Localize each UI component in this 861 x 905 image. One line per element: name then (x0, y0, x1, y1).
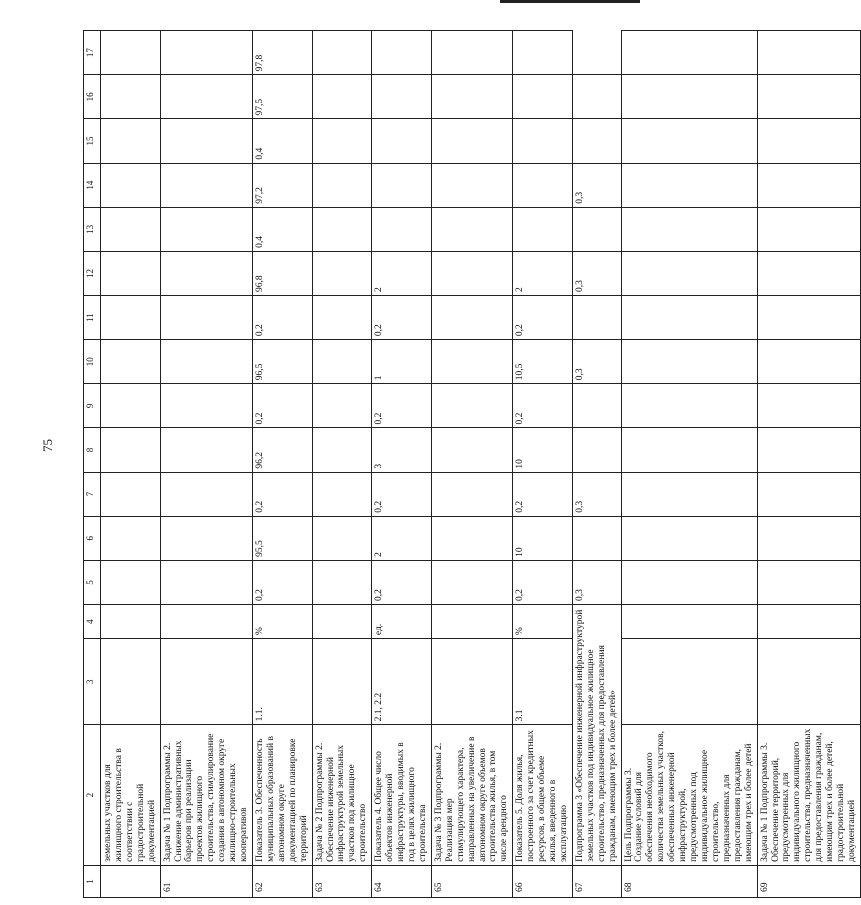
row-number (101, 865, 161, 897)
row-value-col-6 (572, 516, 621, 560)
row-value-col-13 (372, 207, 432, 251)
row-value-col-15 (160, 119, 252, 163)
row-value-col-13 (101, 207, 161, 251)
row-value-col-17: 97,8 (252, 31, 312, 75)
header-col-10: 10 (84, 340, 101, 384)
row-unit: % (513, 605, 573, 639)
row-value-col-5 (160, 560, 252, 604)
row-value-col-6: 95,5 (252, 516, 312, 560)
row-value-col-10: 96,5 (252, 340, 312, 384)
row-value-col-11 (312, 296, 372, 340)
row-code: 1.1. (252, 639, 312, 725)
row-number: 64 (372, 865, 432, 897)
row-code (312, 639, 372, 725)
row-value-col-13 (312, 207, 372, 251)
row-value-col-17 (101, 31, 161, 75)
row-value-col-16 (372, 75, 432, 119)
row-value-col-13 (431, 207, 512, 251)
row-value-col-5: 0,3 (572, 560, 621, 604)
row-value-col-5 (101, 560, 161, 604)
header-col-14: 14 (84, 163, 101, 207)
row-value-col-5 (431, 560, 512, 604)
row-value-col-11 (757, 296, 860, 340)
header-col-11: 11 (84, 296, 101, 340)
row-number: 62 (252, 865, 312, 897)
row-value-col-15 (431, 119, 512, 163)
row-value-col-14 (101, 163, 161, 207)
row-number: 65 (431, 865, 512, 897)
row-number: 69 (757, 865, 860, 897)
row-number: 68 (621, 865, 757, 897)
row-value-col-11 (160, 296, 252, 340)
row-value-col-7 (621, 472, 757, 516)
row-description: Цель Подпрограммы 3. Создание условий для обеспечения необходимого количества земельных участков, обеспеченных инженерной инфраструктурой, предусмотренных под индивидуальное жилищное строительство, предназначенных для предоставления гражданам, имеющим трех и более детей (621, 725, 757, 865)
row-value-col-7: 0,3 (572, 472, 621, 516)
row-value-col-14 (312, 163, 372, 207)
header-col-5: 5 (84, 560, 101, 604)
row-value-col-7 (431, 472, 512, 516)
row-value-col-12: 2 (372, 251, 432, 295)
row-value-col-8 (431, 428, 512, 472)
row-description: Показатель 5. Доля жилья, построенного за счет кредитных ресурсов, в общем объеме жилья, введенного в эксплуатацию (513, 725, 573, 865)
row-value-col-13 (160, 207, 252, 251)
row-value-col-5: 0,2 (252, 560, 312, 604)
header-col-17: 17 (84, 31, 101, 75)
row-value-col-8 (757, 428, 860, 472)
row-value-col-16: 97,5 (252, 75, 312, 119)
row-unit: % (252, 605, 312, 639)
row-code (431, 639, 512, 725)
row-value-col-17 (431, 31, 512, 75)
row-value-col-10 (621, 340, 757, 384)
row-value-col-6 (757, 516, 860, 560)
row-description: Задача № 1 Подпрограммы 3. Обеспечение территорий, предусмотренных для индивидуального жилищного строительства, предназначенных для предоставления гражданам, имеющим трех и более детей, градостроительной документацией (757, 725, 860, 865)
row-description: Задача № 2 Подпрограммы 2. Обеспечение инженерной инфраструктурой земельных участков под жилищное строительство (312, 725, 372, 865)
row-value-col-8: 10 (513, 428, 573, 472)
header-col-16: 16 (84, 75, 101, 119)
row-description: Задача № 1 Подпрограммы 2. Снижение административных барьеров при реализации проектов жилищного строительства, стимулирование создания в автономном округе жилищно-строительных кооперативов (160, 725, 252, 865)
row-value-col-10 (757, 340, 860, 384)
row-value-col-14 (160, 163, 252, 207)
row-value-col-3 (621, 639, 757, 725)
row-value-col-9 (621, 384, 757, 428)
row-value-col-12 (312, 251, 372, 295)
row-value-col-11: 0,2 (252, 296, 312, 340)
row-value-col-16 (160, 75, 252, 119)
row-value-col-15 (101, 119, 161, 163)
row-value-col-9: 0,2 (252, 384, 312, 428)
row-value-col-5 (621, 560, 757, 604)
row-unit: ед. (372, 605, 432, 639)
row-value-col-13 (621, 207, 757, 251)
row-value-col-9 (312, 384, 372, 428)
row-code: 3.1 (513, 639, 573, 725)
row-value-col-11 (621, 296, 757, 340)
row-value-col-6 (312, 516, 372, 560)
row-value-col-8 (621, 428, 757, 472)
row-value-col-13: 0,4 (252, 207, 312, 251)
row-number: 66 (513, 865, 573, 897)
row-value-col-16 (757, 75, 860, 119)
row-value-col-12: 2 (513, 251, 573, 295)
row-value-col-9 (431, 384, 512, 428)
top-edge-line (500, 0, 640, 3)
row-value-col-14: 0,3 (572, 163, 621, 207)
row-value-col-6 (621, 516, 757, 560)
row-value-col-11: 0,2 (372, 296, 432, 340)
rotated-table-sheet (83, 30, 857, 898)
row-value-col-16 (312, 75, 372, 119)
table-row (513, 31, 573, 898)
table-row (372, 31, 432, 898)
row-value-col-8 (572, 428, 621, 472)
row-value-col-17 (312, 31, 372, 75)
row-value-col-6: 2 (372, 516, 432, 560)
row-value-col-6 (101, 516, 161, 560)
table-row (252, 31, 312, 898)
row-value-col-9 (757, 384, 860, 428)
row-value-col-3 (757, 639, 860, 725)
row-code (101, 639, 161, 725)
row-value-col-10 (101, 340, 161, 384)
row-value-col-11: 0,2 (513, 296, 573, 340)
column-number-header (84, 31, 101, 898)
row-value-col-14 (621, 163, 757, 207)
row-value-col-17 (513, 31, 573, 75)
row-value-col-15 (372, 119, 432, 163)
row-value-col-15 (572, 119, 621, 163)
row-description: Показатель 3. Обеспеченность муниципальных образований в автономном округе документацией по планировке территорий (252, 725, 312, 865)
row-description: Подпрограмма 3 «Обеспечение инженерной инфраструктурой земельных участков под индивидуальное жилищное строительство, предназначенных для предоставления гражданам, имеющим трех и более детей» (572, 605, 621, 866)
row-value-col-11 (101, 296, 161, 340)
header-col-4: 4 (84, 605, 101, 639)
row-value-col-6 (431, 516, 512, 560)
header-col-1: 1 (84, 865, 101, 897)
row-value-col-7: 0,2 (372, 472, 432, 516)
row-description: земельных участков для жилищного строительства в соответствии с градостроительной документацией (101, 725, 161, 865)
row-value-col-10: 10,5 (513, 340, 573, 384)
row-value-col-12: 0,3 (572, 251, 621, 295)
row-value-col-5 (757, 560, 860, 604)
row-value-col-8 (160, 428, 252, 472)
row-description: Задача № 3 Подпрограммы 2. Реализация мер стимулирующего характера, направленных на увеличение в автономном округе объемов строительства жилья, в том числе арендного (431, 725, 512, 865)
header-col-12: 12 (84, 251, 101, 295)
row-value-col-14 (513, 163, 573, 207)
table-row (160, 31, 252, 898)
row-value-col-16 (513, 75, 573, 119)
row-value-col-5: 0,2 (372, 560, 432, 604)
row-value-col-9: 0,2 (372, 384, 432, 428)
row-value-col-8 (312, 428, 372, 472)
indicators-table (83, 30, 861, 898)
row-value-col-13 (572, 207, 621, 251)
row-number: 63 (312, 865, 372, 897)
row-code: 2.1, 2.2 (372, 639, 432, 725)
row-unit (101, 605, 161, 639)
row-value-col-15 (513, 119, 573, 163)
header-col-13: 13 (84, 207, 101, 251)
row-value-col-15 (312, 119, 372, 163)
row-value-col-13 (513, 207, 573, 251)
row-value-col-14 (431, 163, 512, 207)
row-value-col-13 (757, 207, 860, 251)
row-value-col-11 (572, 296, 621, 340)
row-value-col-7 (312, 472, 372, 516)
row-value-col-12 (431, 251, 512, 295)
row-value-col-10 (160, 340, 252, 384)
row-value-col-10: 1 (372, 340, 432, 384)
row-value-col-16 (621, 75, 757, 119)
row-value-col-16 (572, 75, 621, 119)
row-value-col-16 (101, 75, 161, 119)
page-number: 75 (40, 439, 55, 452)
header-col-2: 2 (84, 725, 101, 865)
row-value-col-7 (101, 472, 161, 516)
row-value-col-12 (160, 251, 252, 295)
row-value-col-10 (431, 340, 512, 384)
row-value-col-8: 96,2 (252, 428, 312, 472)
row-value-col-17 (757, 31, 860, 75)
header-col-3: 3 (84, 639, 101, 725)
row-value-col-4 (621, 605, 757, 639)
row-value-col-15 (621, 119, 757, 163)
row-value-col-7 (160, 472, 252, 516)
row-value-col-14 (372, 163, 432, 207)
row-value-col-7: 0,2 (513, 472, 573, 516)
table-row (101, 31, 161, 898)
row-value-col-7: 0,2 (252, 472, 312, 516)
row-value-col-16 (431, 75, 512, 119)
row-value-col-8 (101, 428, 161, 472)
header-col-15: 15 (84, 119, 101, 163)
header-col-8: 8 (84, 428, 101, 472)
table-row (621, 31, 757, 898)
row-value-col-12: 96,8 (252, 251, 312, 295)
row-description: Показатель 4. Общее число объектов инженерной инфраструктуры, вводимых в год в целях жилищного строительства (372, 725, 432, 865)
row-value-col-12 (101, 251, 161, 295)
row-value-col-10: 0,3 (572, 340, 621, 384)
row-value-col-17 (160, 31, 252, 75)
header-col-7: 7 (84, 472, 101, 516)
table-row (431, 31, 512, 898)
header-col-6: 6 (84, 516, 101, 560)
row-number: 67 (572, 865, 621, 897)
row-value-col-17 (621, 31, 757, 75)
row-value-col-11 (431, 296, 512, 340)
row-value-col-14: 97,2 (252, 163, 312, 207)
row-value-col-5 (312, 560, 372, 604)
row-value-col-10 (312, 340, 372, 384)
row-value-col-9 (160, 384, 252, 428)
row-code (160, 639, 252, 725)
row-value-col-4 (757, 605, 860, 639)
header-col-9: 9 (84, 384, 101, 428)
row-unit (431, 605, 512, 639)
row-unit (312, 605, 372, 639)
table-row (572, 31, 621, 898)
row-value-col-8: 3 (372, 428, 432, 472)
row-unit (160, 605, 252, 639)
row-value-col-9: 0,2 (513, 384, 573, 428)
row-number: 61 (160, 865, 252, 897)
row-value-col-7 (757, 472, 860, 516)
row-value-col-15 (757, 119, 860, 163)
row-value-col-17 (372, 31, 432, 75)
row-value-col-9 (101, 384, 161, 428)
row-value-col-6: 10 (513, 516, 573, 560)
row-value-col-12 (757, 251, 860, 295)
table-row (312, 31, 372, 898)
row-value-col-9 (572, 384, 621, 428)
row-value-col-12 (621, 251, 757, 295)
row-value-col-6 (160, 516, 252, 560)
row-value-col-15: 0,4 (252, 119, 312, 163)
table-row (757, 31, 860, 898)
row-value-col-14 (757, 163, 860, 207)
row-value-col-5: 0,2 (513, 560, 573, 604)
